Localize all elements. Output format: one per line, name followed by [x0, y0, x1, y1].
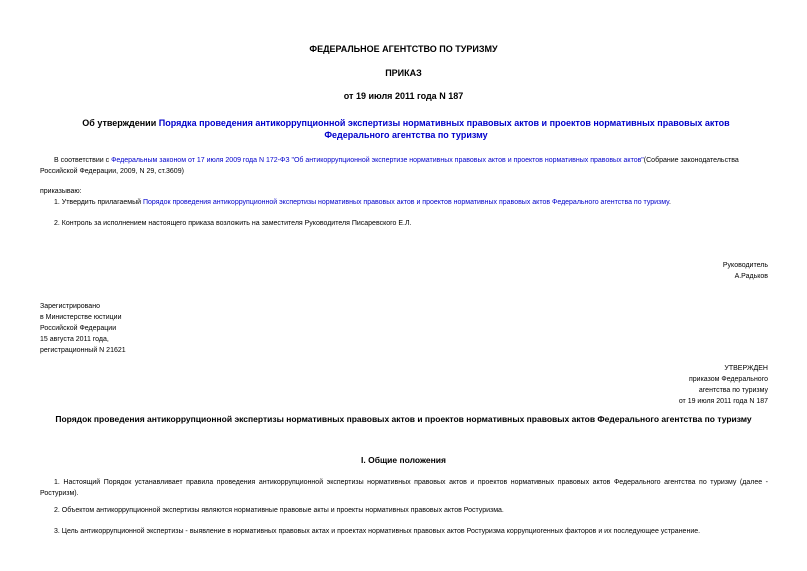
item-2: 2. Контроль за исполнением настоящего приказа возложить на заместителя Руководителя Писаревского Е.Л.	[54, 220, 412, 227]
approval-line-4: от 19 июля 2011 года N 187	[678, 398, 768, 405]
order-title-prefix: Об утверждении	[82, 118, 159, 128]
order-word: приказываю:	[40, 188, 82, 195]
preamble-paragraph	[40, 155, 770, 177]
preamble-suffix: (Собрание законодательства Российской Федерации, 2009, N 29, ст.3609)	[40, 157, 739, 175]
item-1-suffix: .	[668, 199, 671, 206]
approval-line-3: агентства по туризму	[698, 387, 768, 394]
item-1-prefix: 1. Утвердить прилагаемый	[54, 199, 143, 206]
procedure-link-title[interactable]: Порядка проведения антикоррупционной экспертизы нормативных правовых актов и проектов нормативных правовых актов Федерального агентства по туризму	[158, 118, 730, 140]
order-date-number: от 19 июля 2011 года N 187	[343, 91, 464, 101]
federal-law-link[interactable]: Федеральным законом от 17 июля 2009 года N 172-ФЗ "Об антикоррупционной экспертизе нормативных правовых актов и проектов нормативных правовых актов"	[111, 157, 644, 164]
signature-position: Руководитель	[722, 262, 768, 269]
agency-heading: ФЕДЕРАЛЬНОЕ АГЕНТСТВО ПО ТУРИЗМУ	[309, 44, 498, 54]
procedure-paragraph-3: 3. Цель антикоррупционной экспертизы - выявление в нормативных правовых актах и проектах нормативных правовых актов Ростуризма коррупциогенных факторов и их последующее устранение.	[54, 528, 701, 535]
procedure-title: Порядок проведения антикоррупционной экспертизы нормативных правовых актов и проектов нормативных правовых актов Федерального агентства по туризму	[55, 414, 752, 424]
registration-line-2: в Министерстве юстиции	[40, 314, 122, 321]
signature-name: А.Радьков	[734, 273, 768, 280]
registration-line-5: регистрационный N 21621	[40, 347, 126, 354]
registration-line-1: Зарегистрировано	[40, 303, 100, 310]
order-title	[50, 117, 762, 141]
approval-line-1: УТВЕРЖДЕН	[724, 365, 768, 372]
approval-block	[560, 363, 768, 407]
procedure-link-item1[interactable]: Порядок проведения антикоррупционной экспертизы нормативных правовых актов и проектов нормативных правовых актов Федерального агентства по туризму	[142, 199, 669, 206]
registration-block	[40, 301, 260, 356]
approval-line-2: приказом Федерального	[688, 376, 768, 383]
procedure-paragraph-2: 2. Объектом антикоррупционной экспертизы являются нормативные правовые акты и проекты нормативных правовых актов Ростуризма.	[54, 507, 504, 514]
section-title: I. Общие положения	[361, 455, 446, 465]
procedure-paragraph-1: 1. Настоящий Порядок устанавливает правила проведения антикоррупционной экспертизы нормативных правовых актов и проектов нормативных правовых актов Федерального агентства по туризму (далее - Ростуризм).	[40, 479, 768, 497]
registration-line-4: 15 августа 2011 года,	[40, 336, 109, 343]
preamble-prefix: В соответствии с	[54, 157, 112, 164]
registration-line-3: Российской Федерации	[40, 325, 117, 332]
signature-block	[560, 260, 768, 282]
item-1	[54, 197, 774, 208]
doc-type-heading: ПРИКАЗ	[385, 68, 422, 78]
